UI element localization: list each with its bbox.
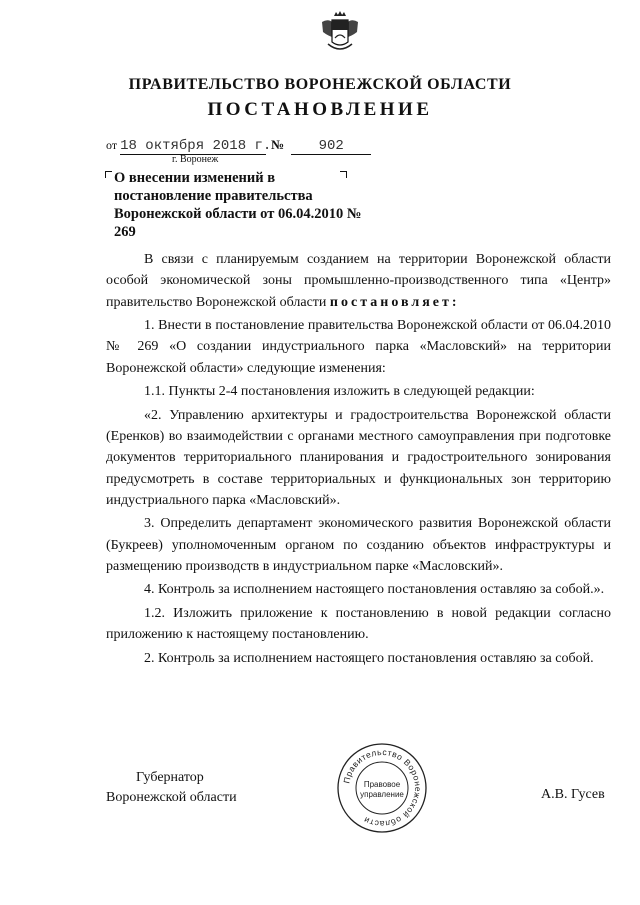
date-prefix: от <box>106 138 118 152</box>
paragraph-1-1: 1.1. Пункты 2-4 постановления изложить в следующей редакции: <box>144 384 535 400</box>
official-stamp-seal <box>336 742 428 834</box>
subject-title: О внесении изменений в постановление правительства Воронежской области от 06.04.2010 № 269 <box>114 170 362 240</box>
paragraph-1-2: 1.2. Изложить приложение к постановлению в новой редакции согласно приложению к настоящему постановлению. <box>106 605 611 643</box>
city-label: г. Воронеж <box>172 154 219 165</box>
number-sign: № <box>271 137 285 152</box>
paragraph-quoted-4: 4. Контроль за исполнением настоящего постановления оставляю за собой.». <box>144 582 605 598</box>
paragraph-quoted-2: «2. Управлению архитектуры и градостроительства Воронежской области (Еренков) во взаимодействии с органами местного самоуправления при подготовке документов территориального планирования и градостроительного зонирования предусмотреть в составе территориальных и функциональных зон территорию индустриального парка «Масловский». <box>106 407 611 508</box>
signatory-title-line1: Губернатор <box>136 770 204 785</box>
resolves-keyword: постановляет: <box>329 294 460 310</box>
paragraph-2: 2. Контроль за исполнением настоящего постановления оставляю за собой. <box>144 650 594 666</box>
document-body <box>106 249 611 671</box>
coat-of-arms-emblem-icon <box>318 8 362 58</box>
paragraph-1: 1. Внести в постановление правительства Воронежской области от 06.04.2010 № 269 «О создании индустриального парка «Масловский» на территории Воронежской области» следующие изменения: <box>106 318 611 376</box>
government-heading: ПРАВИТЕЛЬСТВО ВОРОНЕЖСКОЙ ОБЛАСТИ <box>128 76 512 93</box>
signatory-title <box>106 768 237 808</box>
preamble-text: В связи с планируемым созданием на территории Воронежской области особой экономической зоны промышленно-производственного типа «Центр» правительство Воронежской области <box>106 252 611 310</box>
signatory-title-line2: Воронежской области <box>106 790 237 805</box>
subject-corner-left <box>105 171 112 178</box>
document-number: 902 <box>291 138 371 155</box>
signatory-name: А.В. Гусев <box>541 787 605 802</box>
stamp-center-line1: Правовое <box>363 780 401 789</box>
paragraph-quoted-3: 3. Определить департамент экономического развития Воронежской области (Букреев) уполномоченным органом по созданию объектов инфраструктуры и размещению производств в индустриальном парке «Масловский». <box>106 516 611 574</box>
paragraph-preamble <box>106 249 611 313</box>
document-type-heading: ПОСТАНОВЛЕНИЕ <box>207 99 433 120</box>
date-value: 18 октября 2018 г. <box>120 138 272 154</box>
stamp-ring-text: Правительство Воронежской области <box>341 746 424 830</box>
stamp-center-line2: управление <box>360 790 404 799</box>
date-number-line <box>106 137 371 155</box>
